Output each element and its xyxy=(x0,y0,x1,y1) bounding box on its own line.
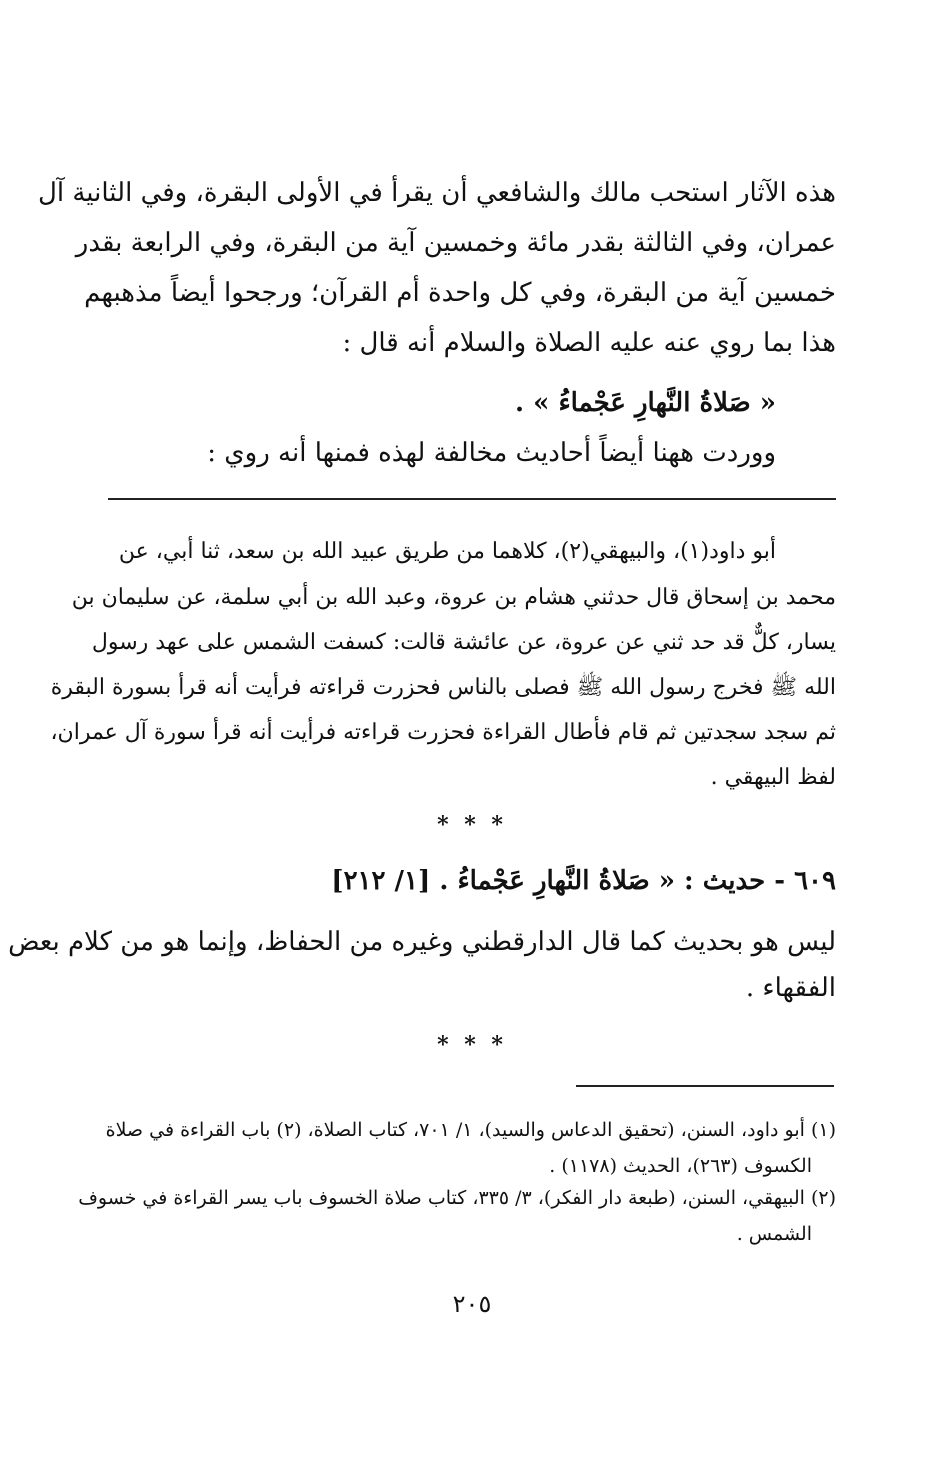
page-number: ٢٠٥ xyxy=(452,1290,492,1318)
hadith-heading: ٦٠٩ - حديث : « صَلاةُ النَّهارِ عَجْماءُ . [١/ ٢١٢] xyxy=(331,866,836,896)
main-text-last-line: ووردت ههنا أيضاً أحاديث مخالفة لهذه فمنها أنه روي : xyxy=(207,438,776,468)
footnote-1-line-2: الكسوف (٢٦٣)، الحديث (١١٧٨) . xyxy=(549,1155,812,1177)
continuation-line-6: لفظ البيهقي . xyxy=(710,765,836,790)
continuation-line-5: ثم سجد سجدتين ثم قام فأطال القراءة فحزرت قراءته فرأيت أنه قرأ سورة آل عمران، xyxy=(50,720,836,745)
footnote-1-line-1: (١) أبو داود، السنن، (تحقيق الدعاس والسيد)، ١/ ٧٠١، كتاب الصلاة، (٢) باب القراءة في صلاة xyxy=(105,1119,836,1141)
main-separator-rule xyxy=(108,498,836,500)
continuation-line-4: الله ﷺ فخرج رسول الله ﷺ فصلى بالناس فحزرت قراءته فرأيت أنه قرأ بسورة البقرة xyxy=(50,675,836,700)
continuation-line-1: أبو داود(١)، والبيهقي(٢)، كلاهما من طريق عبيد الله بن سعد، ثنا أبي، عن xyxy=(118,539,776,564)
footnote-rule xyxy=(576,1085,834,1087)
hadith-quote: « صَلاةُ النَّهارِ عَجْماءُ » . xyxy=(515,388,776,418)
section-separator-stars-2: * * * xyxy=(437,1032,507,1058)
continuation-line-2: محمد بن إسحاق قال حدثني هشام بن عروة، وعبد الله بن أبي سلمة، عن سليمان بن xyxy=(71,585,836,610)
continuation-line-3: يسار، كلٌّ قد حد ثني عن عروة، عن عائشة قالت: كسفت الشمس على عهد رسول xyxy=(91,630,836,655)
main-text-line-2: عمران، وفي الثالثة بقدر مائة وخمسين آية من البقرة، وفي الرابعة بقدر xyxy=(75,228,836,258)
hadith-body-line-2: الفقهاء . xyxy=(745,973,836,1003)
main-text-line-3: خمسين آية من البقرة، وفي كل واحدة أم القرآن؛ ورجحوا أيضاً مذهبهم xyxy=(84,278,836,308)
footnote-2-line-2: الشمس . xyxy=(736,1223,812,1245)
main-text-line-4: هذا بما روي عنه عليه الصلاة والسلام أنه قال : xyxy=(342,328,836,358)
hadith-body-line-1: ليس هو بحديث كما قال الدارقطني وغيره من الحفاظ، وإنما هو من كلام بعض xyxy=(8,927,836,957)
section-separator-stars: * * * xyxy=(437,812,507,838)
main-text-line-1: هذه الآثار استحب مالك والشافعي أن يقرأ في الأولى البقرة، وفي الثانية آل xyxy=(37,178,836,208)
footnote-2-line-1: (٢) البيهقي، السنن، (طبعة دار الفكر)، ٣/ ٣٣٥، كتاب صلاة الخسوف باب يسر القراءة في خسوف xyxy=(78,1187,836,1209)
